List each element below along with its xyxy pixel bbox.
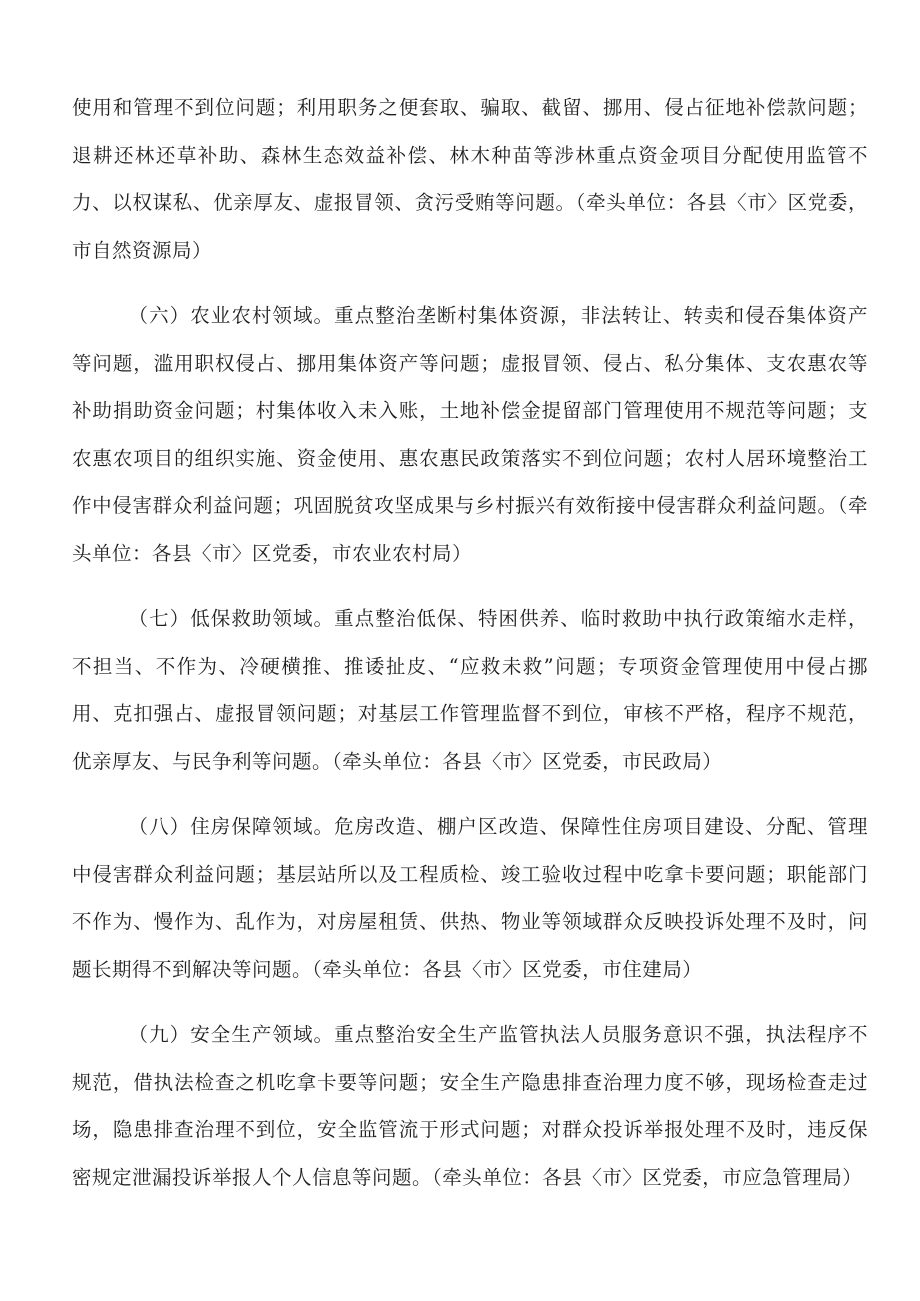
paragraph-agriculture-rural: （六）农业农村领域。重点整治垄断村集体资源，非法转让、转卖和侵吞集体资产等问题，滥用职权侵占、挪用集体资产等问题；虚报冒领、侵占、私分集体、支农惠农等补助捐助资金问题；村集体收入未入账，土地补偿金提留部门管理使用不规范等问题；支农惠农项目的组织实施、资金使用、惠农惠民政策落实不到位问题；农村人居环境整治工作中侵害群众利益问题；巩固脱贫攻坚成果与乡村振兴有效衔接中侵害群众利益问题。（牵头单位：各县〈市〉区党委，市农业农村局） [72, 304, 868, 565]
paragraph-minimum-living-aid: （七）低保救助领域。重点整治低保、特困供养、临时救助中执行政策缩水走样，不担当、不作为、冷硬横推、推诿扯皮、“应救未救”问题；专项资金管理使用中侵占挪用、克扣强占、虚报冒领问题；对基层工作管理监督不到位，审核不严格，程序不规范，优亲厚友、与民争利等问题。（牵头单位：各县〈市〉区党委，市民政局） [72, 607, 868, 773]
paragraph-continued-nature-resources: 使用和管理不到位问题；利用职务之便套取、骗取、截留、挪用、侵占征地补偿款问题；退耕还林还草补助、森林生态效益补偿、林木种苗等涉林重点资金项目分配使用监管不力、以权谋私、优亲厚友、虚报冒领、贪污受贿等问题。（牵头单位：各县〈市〉区党委，市自然资源局） [72, 96, 868, 262]
document-body [72, 84, 868, 1201]
paragraph-housing-security: （八）住房保障领域。危房改造、棚户区改造、保障性住房项目建设、分配、管理中侵害群众利益问题；基层站所以及工程质检、竣工验收过程中吃拿卡要问题；职能部门不作为、慢作为、乱作为，对房屋租赁、供热、物业等领域群众反映投诉处理不及时，问题长期得不到解决等问题。（牵头单位：各县〈市〉区党委，市住建局） [72, 815, 868, 981]
paragraph-work-safety: （九）安全生产领域。重点整治安全生产监管执法人员服务意识不强，执法程序不规范，借执法检查之机吃拿卡要等问题；安全生产隐患排查治理力度不够，现场检查走过场，隐患排查治理不到位，安全监管流于形式问题；对群众投诉举报处理不及时，违反保密规定泄漏投诉举报人个人信息等问题。（牵头单位：各县〈市〉区党委，市应急管理局） [72, 1023, 868, 1189]
